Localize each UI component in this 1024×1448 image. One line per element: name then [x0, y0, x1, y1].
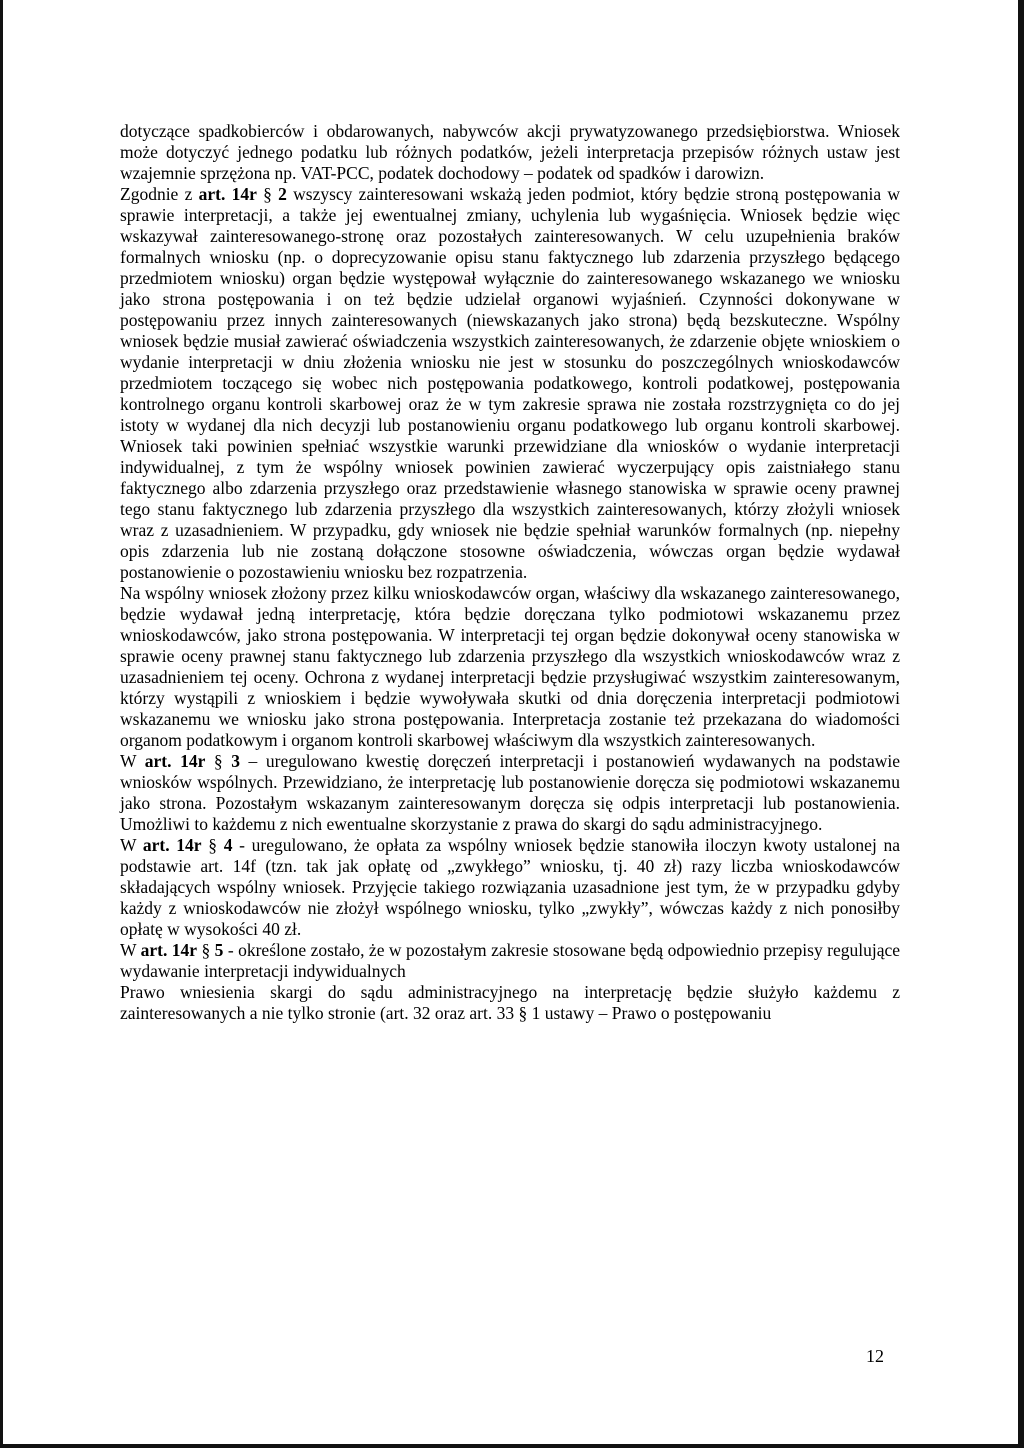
text-segment: §	[201, 835, 224, 855]
paragraph	[120, 184, 900, 583]
document-body	[120, 121, 900, 1024]
scan-edge-right	[1018, 0, 1024, 1448]
bold-reference: 2	[278, 184, 287, 204]
bold-reference: art. 14r	[140, 940, 198, 960]
text-segment: W	[120, 835, 143, 855]
text-segment: §	[256, 184, 279, 204]
bold-reference: 4	[223, 835, 233, 855]
paragraph	[120, 835, 900, 940]
bold-reference: art. 14r	[142, 835, 202, 855]
bold-reference: 3	[231, 751, 240, 771]
text-segment: W	[120, 751, 145, 771]
paragraph	[120, 940, 900, 982]
paragraph	[120, 751, 900, 835]
bold-reference: art. 14r	[144, 751, 206, 771]
text-segment: Zgodnie z	[120, 184, 199, 204]
page-number: 12	[866, 1346, 884, 1366]
bold-reference: art. 14r	[198, 184, 257, 204]
paragraph	[120, 583, 900, 751]
scan-edge-bottom	[0, 1444, 1024, 1448]
text-segment: wszyscy zainteresowani wskażą jeden podmiot, który będzie stroną postępowania w sprawie interpretacji, a także jej ewentualnej zmiany, uchylenia lub wygaśnięcia. Wniosek będzie więc wskazywał zainteresowanego-stronę oraz pozostałych zainteresowanych. W celu uzupełnienia braków formalnych wniosku (np. o doprecyzowanie opisu stanu faktycznego lub zdarzenia przyszłego będącego przedmiotem wniosku) organ będzie występował wyłącznie do zainteresowanego wskazanego we wniosku jako strona postępowania i on też będzie udzielał organowi wyjaśnień. Czynności dokonywane w postępowaniu przez innych zainteresowanych (niewskazanych jako strona) będą bezskuteczne. Wspólny wniosek będzie musiał zawierać oświadczenia wszystkich zainteresowanych, że zdarzenie objęte wnioskiem o wydanie interpretacji w dniu złożenia wniosku nie jest w stosunku do poszczególnych wnioskodawców przedmiotem toczącego się wobec nich postępowania podatkowego, kontroli podatkowej, postępowania kontrolnego organu kontroli skarbowej oraz że w tym zakresie sprawa nie została rozstrzygnięta co do jej istoty w wydanej dla nich decyzji lub postanowieniu organu podatkowego lub organu kontroli skarbowej. Wniosek taki powinien spełniać wszystkie warunki przewidziane dla wniosków o wydanie interpretacji indywidualnej, z tym że wspólny wniosek powinien zawierać wyczerpujący opis zaistniałego stanu faktycznego albo zdarzenia przyszłego oraz przedstawienie własnego stanowiska w sprawie oceny prawnej tego stanu faktycznego lub zdarzenia przyszłego dla wszystkich zainteresowanych, którzy złożyli wniosek wraz z uzasadnieniem. W przypadku, gdy wniosek nie będzie spełniał warunków formalnych (np. niepełny opis zdarzenia lub nie zostaną dołączone stosowne oświadczenia, wówczas organ będzie wydawał postanowienie o pozostawieniu wniosku bez rozpatrzenia.	[120, 184, 901, 582]
text-segment: - określone zostało, że w pozostałym zakresie stosowane będą odpowiednio przepisy regulujące wydawanie interpretacji indywidualnych	[120, 940, 900, 981]
text-segment: - uregulowano, że opłata za wspólny wniosek będzie stanowiła iloczyn kwoty ustalonej na podstawie art. 14f (tzn. tak jak opłatę od „zwykłego” wniosku, tj. 40 zł) razy liczba wnioskodawców składających wspólny wniosek. Przyjęcie takiego rozwiązania uzasadnione jest tym, że w przypadku gdyby każdy z wnioskodawców nie złożył wspólnego wniosku, tylko „zwykły”, wówczas każdy z nich ponosiłby opłatę w wysokości 40 zł.	[120, 835, 901, 939]
text-segment: dotyczące spadkobierców i obdarowanych, nabywców akcji prywatyzowanego przedsiębiorstwa. Wniosek może dotyczyć jednego podatku lub różnych podatków, jeżeli interpretacja przepisów różnych ustaw jest wzajemnie sprzężona np. VAT-PCC, podatek dochodowy – podatek od spadków i darowizn.	[120, 121, 900, 183]
bold-reference: 5	[214, 940, 224, 960]
paragraph	[120, 982, 900, 1024]
text-segment: §	[205, 751, 232, 771]
text-segment: Prawo wniesienia skargi do sądu administracyjnego na interpretację będzie służyło każdemu z zainteresowanych a nie tylko stronie (art. 32 oraz art. 33 § 1 ustawy – Prawo o postępowaniu	[120, 982, 900, 1023]
text-segment: – uregulowano kwestię doręczeń interpretacji i postanowień wydawanych na podstawie wniosków wspólnych. Przewidziano, że interpretację lub postanowienie doręcza się podmiotowi wskazanemu jako strona. Pozostałym wskazanym zainteresowanym doręcza się odpis interpretacji lub postanowienia. Umożliwi to każdemu z nich ewentualne skorzystanie z prawa do skargi do sądu administracyjnego.	[120, 751, 901, 834]
text-segment: W	[120, 940, 141, 960]
scan-edge-left	[0, 0, 3, 1448]
text-segment: §	[197, 940, 215, 960]
paragraph	[120, 121, 900, 184]
text-segment: Na wspólny wniosek złożony przez kilku wnioskodawców organ, właściwy dla wskazanego zainteresowanego, będzie wydawał jedną interpretację, która będzie doręczana tylko podmiotowi wskazanemu przez wnioskodawców, jako strona postępowania. W interpretacji tej organ będzie dokonywał oceny stanowiska w sprawie oceny prawnej stanu faktycznego lub zdarzenia przyszłego dla wszystkich wnioskodawców wraz z uzasadnieniem tej oceny. Ochrona z wydanej interpretacji będzie przysługiwać wszystkim zainteresowanym, którzy wystąpili z wnioskiem i będzie wywoływała skutki od dnia doręczenia interpretacji podmiotowi wskazanemu we wniosku jako strona postępowania. Interpretacja zostanie też przekazana do wiadomości organom podatkowym i organom kontroli skarbowej właściwym dla wszystkich zainteresowanych.	[120, 583, 900, 750]
